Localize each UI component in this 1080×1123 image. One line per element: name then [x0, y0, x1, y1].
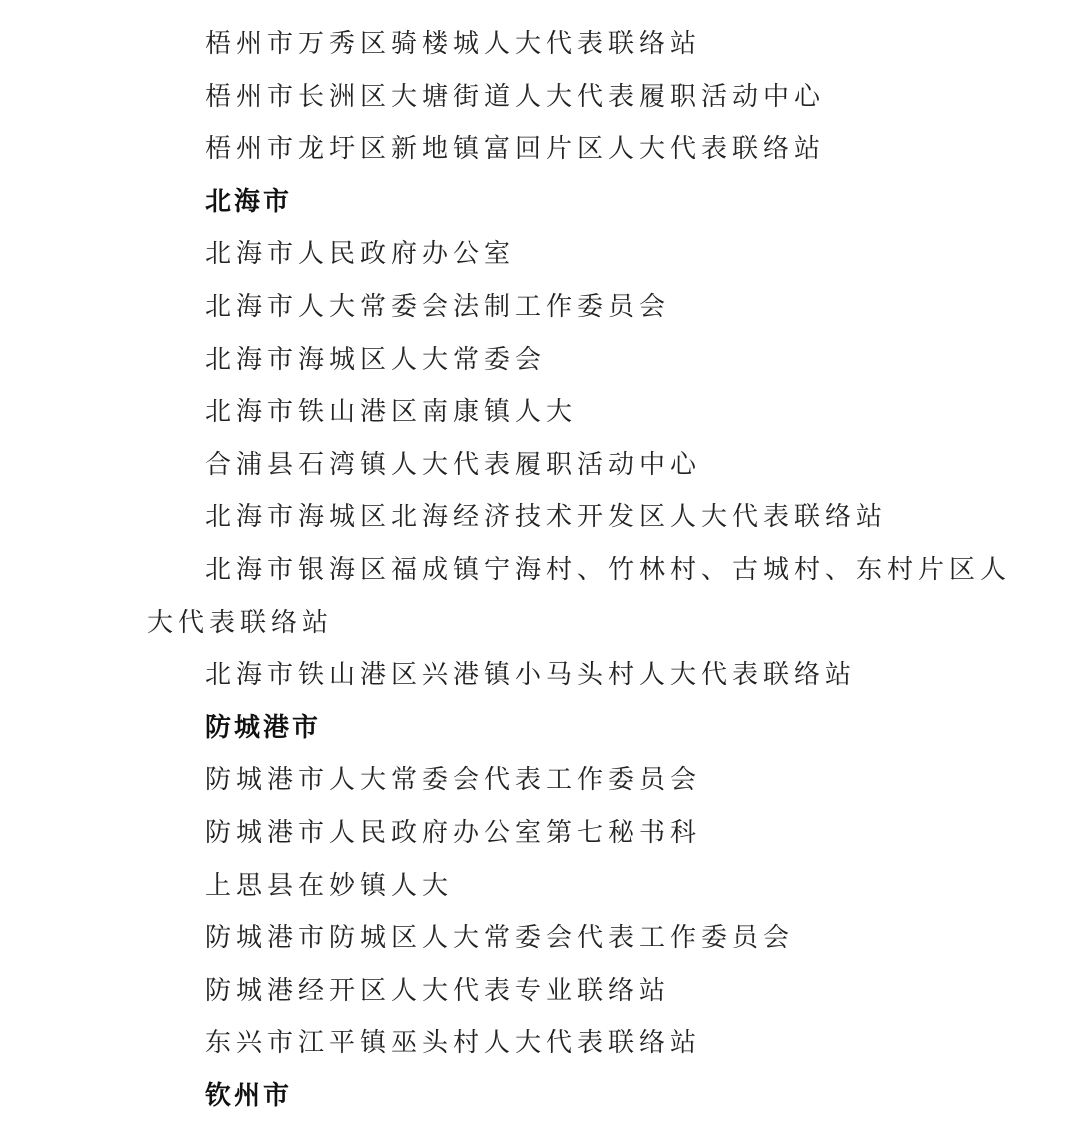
list-item-entry: 北海市人大常委会法制工作委员会 [205, 291, 671, 322]
list-item-continuation: 大代表联络站 [147, 607, 334, 638]
list-item-entry: 北海市银海区福成镇宁海村、竹林村、古城村、东村片区人 [205, 554, 1012, 585]
section-heading-fangchenggang: 防城港市 [205, 712, 322, 743]
list-item-entry: 北海市人民政府办公室 [205, 239, 516, 270]
list-item-entry: 北海市铁山港区兴港镇小马头村人大代表联络站 [205, 660, 857, 691]
section-heading-qinzhou: 钦州市 [205, 1080, 293, 1111]
list-item-entry: 东兴市江平镇巫头村人大代表联络站 [205, 1028, 702, 1059]
list-item-entry: 梧州市长洲区大塘街道人大代表履职活动中心 [205, 81, 826, 112]
list-item-entry: 防城港市人民政府办公室第七秘书科 [205, 817, 702, 848]
list-item-entry: 北海市海城区人大常委会 [205, 344, 547, 375]
section-heading-beihai: 北海市 [205, 186, 293, 217]
list-item-entry: 上思县在妙镇人大 [205, 870, 454, 901]
list-item-entry: 北海市铁山港区南康镇人大 [205, 397, 578, 428]
list-item-entry: 合浦县石湾镇人大代表履职活动中心 [205, 449, 702, 480]
list-item-entry: 梧州市万秀区骑楼城人大代表联络站 [205, 29, 702, 59]
list-item-entry: 防城港经开区人大代表专业联络站 [205, 975, 671, 1006]
list-item-entry: 防城港市人大常委会代表工作委员会 [205, 765, 702, 796]
list-item-entry: 防城港市防城区人大常委会代表工作委员会 [205, 923, 795, 954]
list-item-entry: 北海市海城区北海经济技术开发区人大代表联络站 [205, 502, 888, 533]
document-page [0, 18, 1080, 1122]
list-item-entry: 梧州市龙圩区新地镇富回片区人大代表联络站 [205, 134, 826, 165]
